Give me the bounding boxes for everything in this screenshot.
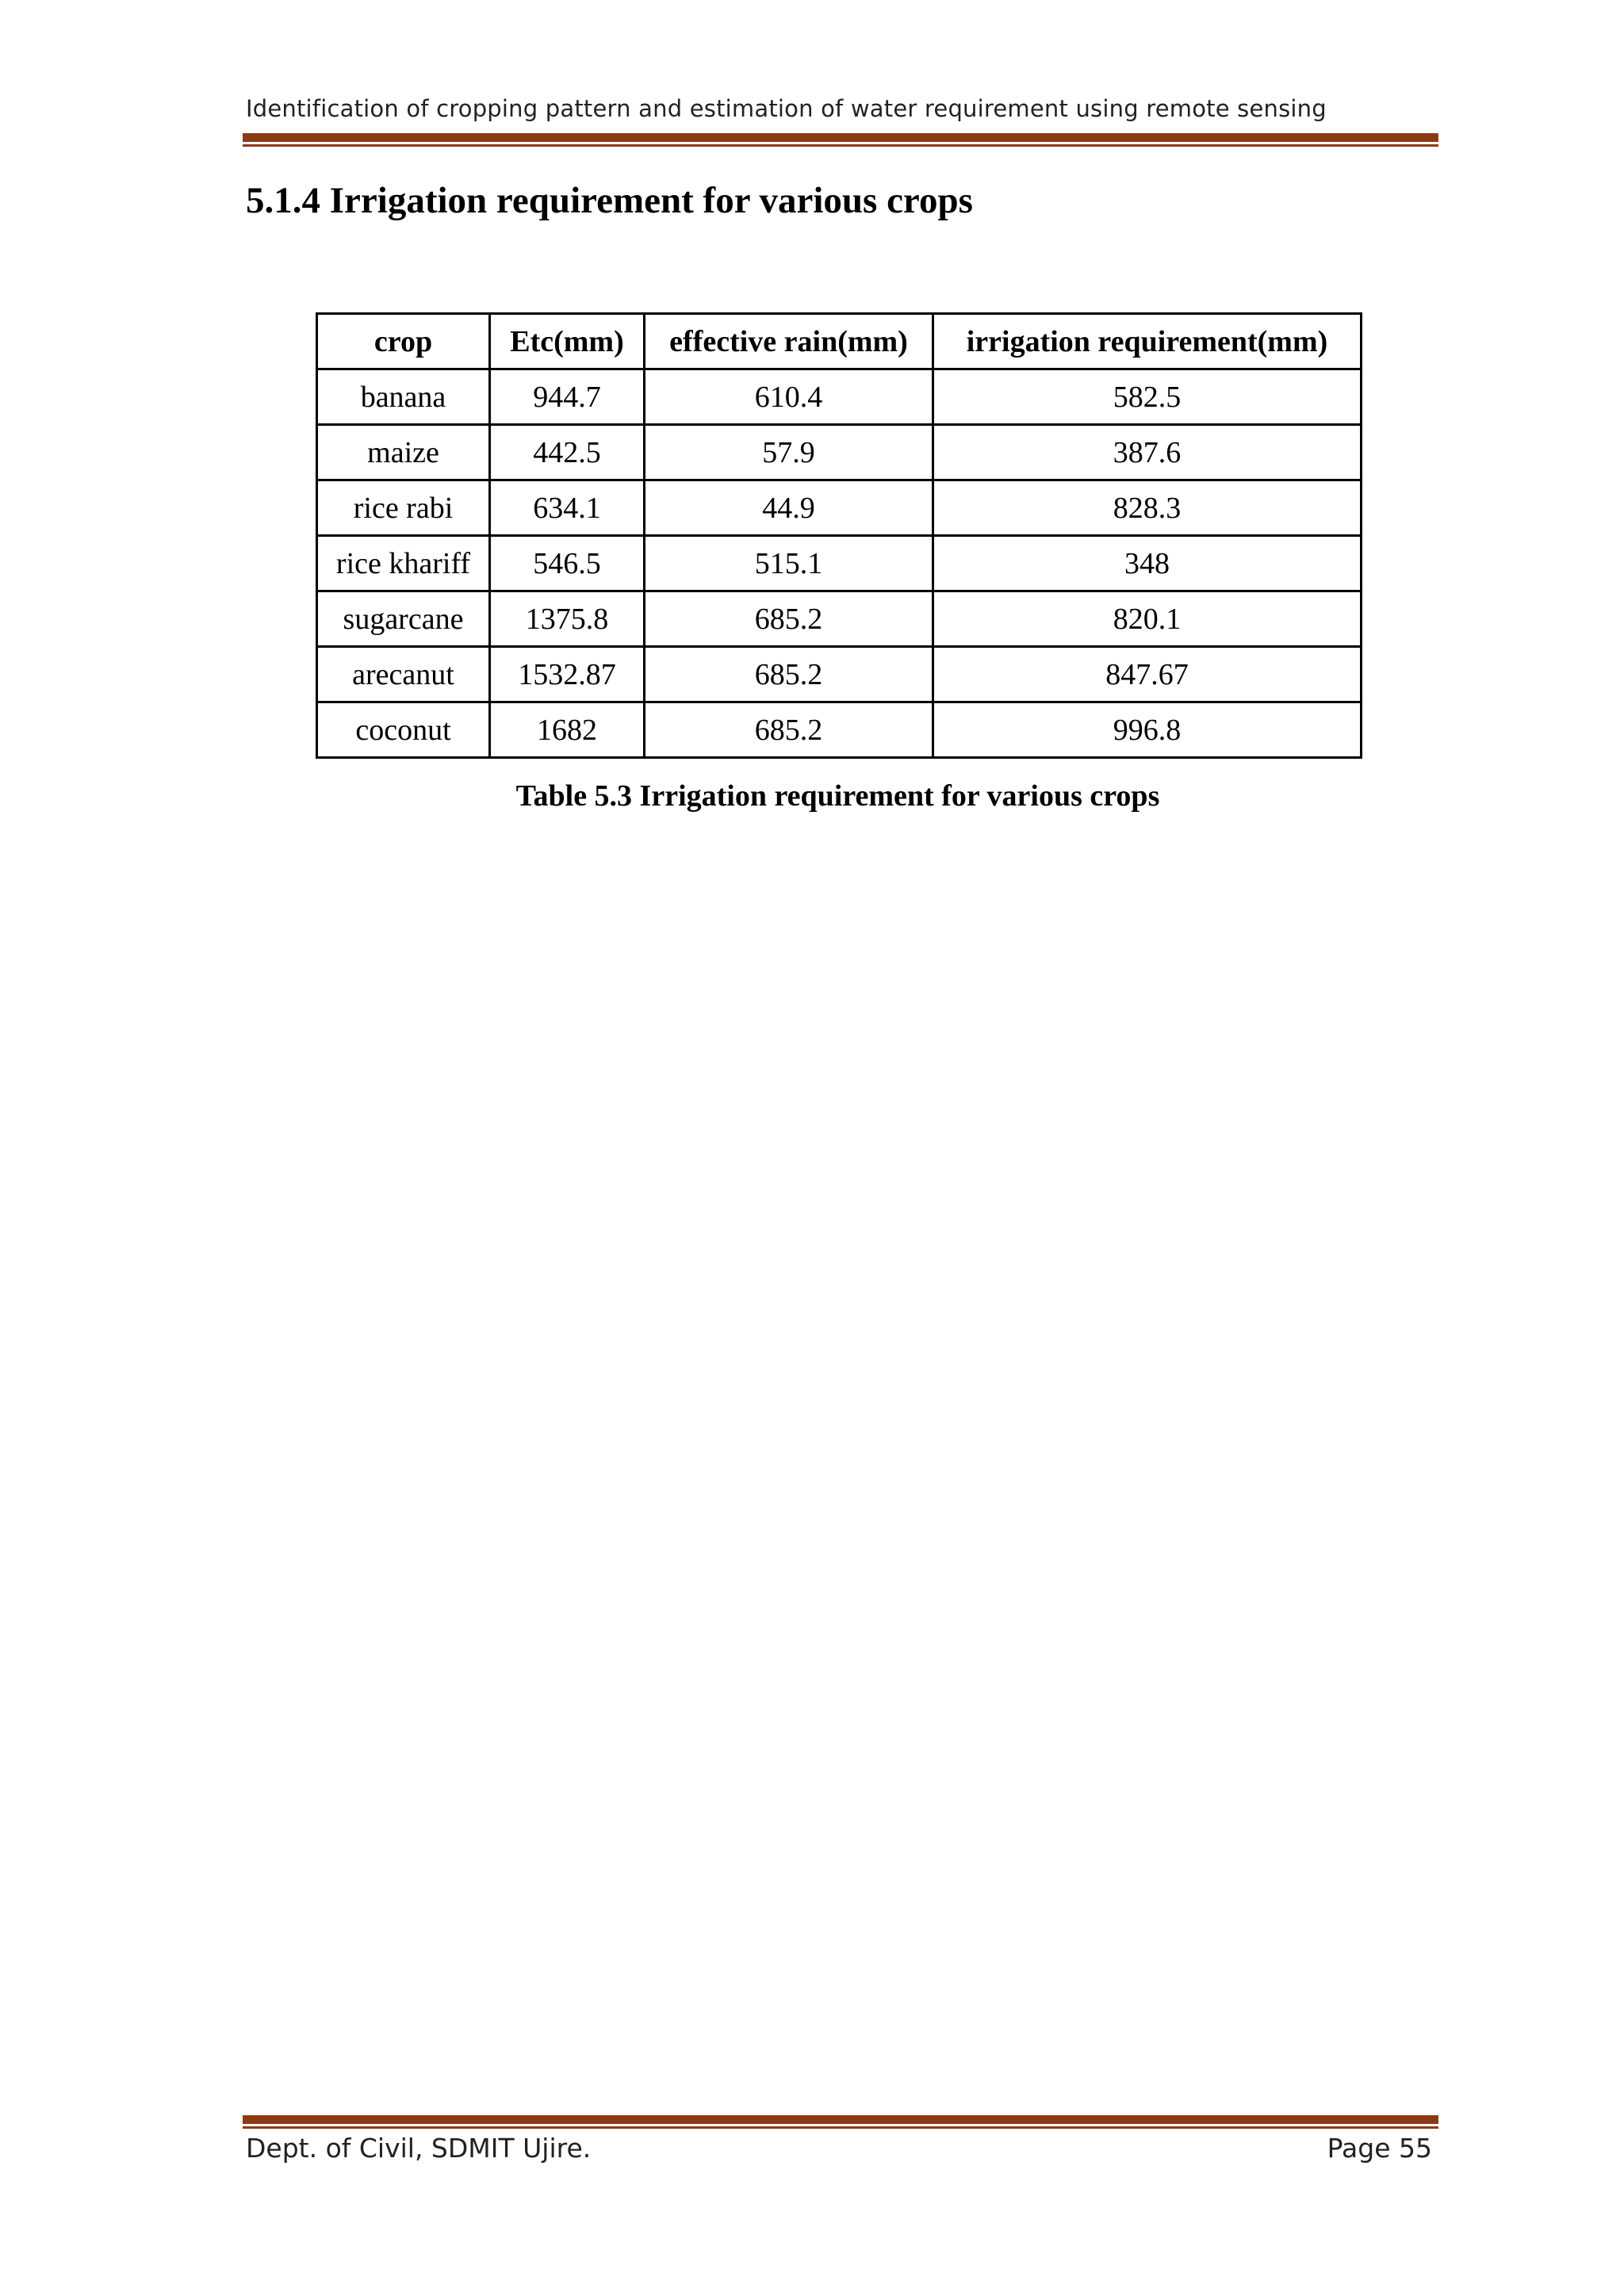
crop-cell: sugarcane	[317, 591, 490, 647]
column-header: crop	[317, 314, 490, 369]
column-header: Etc(mm)	[490, 314, 645, 369]
crop-cell: arecanut	[317, 647, 490, 702]
table-row	[317, 591, 1362, 647]
column-header: effective rain(mm)	[645, 314, 933, 369]
irrigation-requirement-cell: 348	[933, 536, 1362, 591]
section-heading: 5.1.4 Irrigation requirement for various crops	[246, 180, 973, 221]
page-number: Page 55	[1327, 2133, 1432, 2164]
effective-rain-cell: 515.1	[645, 536, 933, 591]
table-caption: Table 5.3 Irrigation requirement for various crops	[515, 779, 1160, 813]
crop-cell: maize	[317, 425, 490, 480]
footer-department: Dept. of Civil, SDMIT Ujire.	[246, 2133, 592, 2164]
effective-rain-cell: 57.9	[645, 425, 933, 480]
table-row	[317, 369, 1362, 425]
irrigation-requirement-cell: 828.3	[933, 480, 1362, 536]
effective-rain-cell: 44.9	[645, 480, 933, 536]
etc-cell: 546.5	[490, 536, 645, 591]
crop-cell: rice khariff	[317, 536, 490, 591]
effective-rain-cell: 685.2	[645, 647, 933, 702]
table-header-row	[317, 314, 1362, 369]
effective-rain-cell: 610.4	[645, 369, 933, 425]
etc-cell: 1375.8	[490, 591, 645, 647]
irrigation-requirement-cell: 820.1	[933, 591, 1362, 647]
irrigation-requirement-cell: 996.8	[933, 702, 1362, 758]
table-row	[317, 647, 1362, 702]
table-row	[317, 425, 1362, 480]
table-row	[317, 702, 1362, 758]
etc-cell: 1532.87	[490, 647, 645, 702]
irrigation-requirement-cell: 847.67	[933, 647, 1362, 702]
header-rule	[243, 133, 1438, 147]
column-header: irrigation requirement(mm)	[933, 314, 1362, 369]
crop-cell: coconut	[317, 702, 490, 758]
crop-cell: rice rabi	[317, 480, 490, 536]
effective-rain-cell: 685.2	[645, 591, 933, 647]
footer-rule	[243, 2115, 1438, 2129]
etc-cell: 634.1	[490, 480, 645, 536]
crop-cell: banana	[317, 369, 490, 425]
running-header: Identification of cropping pattern and estimation of water requirement using remote sensing	[246, 95, 1327, 122]
table-row	[317, 536, 1362, 591]
etc-cell: 1682	[490, 702, 645, 758]
irrigation-table	[316, 312, 1362, 759]
effective-rain-cell: 685.2	[645, 702, 933, 758]
etc-cell: 944.7	[490, 369, 645, 425]
irrigation-requirement-cell: 582.5	[933, 369, 1362, 425]
table-row	[317, 480, 1362, 536]
irrigation-requirement-cell: 387.6	[933, 425, 1362, 480]
etc-cell: 442.5	[490, 425, 645, 480]
